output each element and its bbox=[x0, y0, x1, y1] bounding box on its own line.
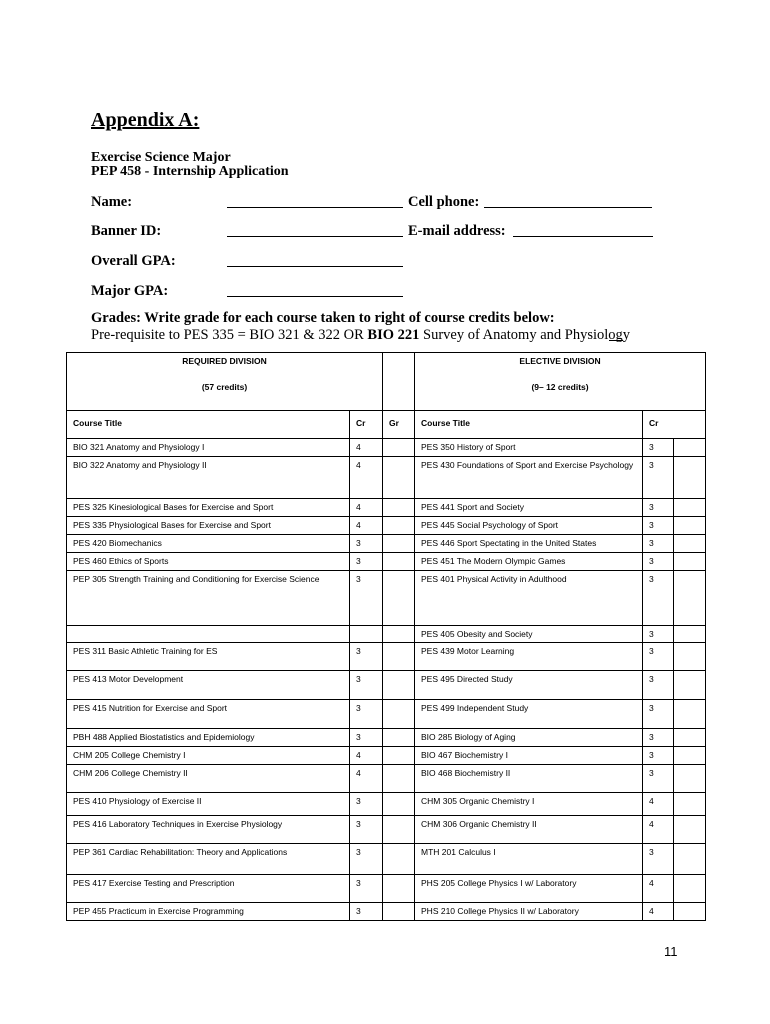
table-row bbox=[67, 729, 706, 747]
elective-title-cell: PES 439 Motor Learning bbox=[415, 643, 643, 671]
grade-cell[interactable] bbox=[383, 535, 415, 553]
course-table bbox=[66, 352, 706, 921]
credits-cell: 4 bbox=[350, 747, 383, 765]
col-elective-credits: Cr bbox=[643, 411, 706, 439]
banner-id-field[interactable] bbox=[227, 236, 403, 237]
elective-grade-cell[interactable] bbox=[674, 553, 706, 571]
elective-title-cell: PES 445 Social Psychology of Sport bbox=[415, 517, 643, 535]
credits-cell: 3 bbox=[350, 535, 383, 553]
table-row bbox=[67, 765, 706, 793]
credits-cell: 4 bbox=[350, 457, 383, 499]
grade-cell[interactable] bbox=[383, 903, 415, 921]
prereq-text-after: Survey of Anatomy and Physiology bbox=[419, 327, 631, 343]
elective-grade-cell[interactable] bbox=[674, 903, 706, 921]
credits-cell: 3 bbox=[350, 793, 383, 816]
course-title-cell: PES 410 Physiology of Exercise II bbox=[67, 793, 350, 816]
elective-credits-cell: 4 bbox=[643, 793, 674, 816]
major-gpa-label: Major GPA: bbox=[91, 283, 169, 299]
course-title-cell: PBH 488 Applied Biostatistics and Epidemiology bbox=[67, 729, 350, 747]
course-title-cell: CHM 206 College Chemistry II bbox=[67, 765, 350, 793]
elective-title-cell: MTH 201 Calculus I bbox=[415, 844, 643, 875]
overall-gpa-field[interactable] bbox=[227, 266, 403, 267]
elective-title-cell: PES 441 Sport and Society bbox=[415, 499, 643, 517]
prereq-text: Pre-requisite to PES 335 = BIO 321 & 322 OR bbox=[91, 327, 368, 343]
credits-cell: 4 bbox=[350, 517, 383, 535]
major-subtitle: Exercise Science Major bbox=[91, 150, 231, 165]
email-label: E-mail address: bbox=[408, 223, 506, 239]
table-row bbox=[67, 700, 706, 729]
credits-cell: 3 bbox=[350, 571, 383, 626]
elective-title-cell: PES 430 Foundations of Sport and Exercise Psychology bbox=[415, 457, 643, 499]
grade-cell[interactable] bbox=[383, 793, 415, 816]
credits-cell: 3 bbox=[350, 875, 383, 903]
table-row bbox=[67, 793, 706, 816]
credits-cell bbox=[350, 626, 383, 643]
elective-title-cell: PES 405 Obesity and Society bbox=[415, 626, 643, 643]
grade-cell[interactable] bbox=[383, 626, 415, 643]
elective-credits-cell: 3 bbox=[643, 626, 674, 643]
grade-cell[interactable] bbox=[383, 517, 415, 535]
required-division-header bbox=[67, 353, 383, 411]
elective-credits-cell: 4 bbox=[643, 875, 674, 903]
col-course-title: Course Title bbox=[67, 411, 350, 439]
col-credits: Cr bbox=[350, 411, 383, 439]
table-row bbox=[67, 747, 706, 765]
elective-credits-cell: 3 bbox=[643, 729, 674, 747]
elective-title-cell: PES 350 History of Sport bbox=[415, 439, 643, 457]
credits-cell: 3 bbox=[350, 903, 383, 921]
elective-grade-cell[interactable] bbox=[674, 571, 706, 626]
course-title-cell: PEP 455 Practicum in Exercise Programming bbox=[67, 903, 350, 921]
grade-cell[interactable] bbox=[383, 765, 415, 793]
grade-cell[interactable] bbox=[383, 439, 415, 457]
elective-credits-cell: 3 bbox=[643, 499, 674, 517]
course-title-cell: PES 415 Nutrition for Exercise and Sport bbox=[67, 700, 350, 729]
grade-cell[interactable] bbox=[383, 671, 415, 700]
elective-grade-cell[interactable] bbox=[674, 700, 706, 729]
credits-cell: 3 bbox=[350, 816, 383, 844]
credits-cell: 3 bbox=[350, 643, 383, 671]
table-row bbox=[67, 671, 706, 700]
elective-grade-cell[interactable] bbox=[674, 439, 706, 457]
elective-credits-cell: 3 bbox=[643, 844, 674, 875]
grade-cell[interactable] bbox=[383, 747, 415, 765]
table-row bbox=[67, 903, 706, 921]
elective-title-cell: PES 446 Sport Spectating in the United States bbox=[415, 535, 643, 553]
elective-grade-cell[interactable] bbox=[674, 816, 706, 844]
cell-phone-field[interactable] bbox=[484, 207, 652, 208]
course-title-cell: PEP 361 Cardiac Rehabilitation: Theory and Applications bbox=[67, 844, 350, 875]
elective-credits-cell: 3 bbox=[643, 643, 674, 671]
elective-title-cell: PES 451 The Modern Olympic Games bbox=[415, 553, 643, 571]
elective-grade-cell[interactable] bbox=[674, 747, 706, 765]
elective-grade-cell[interactable] bbox=[674, 517, 706, 535]
elective-division-header bbox=[415, 353, 706, 411]
course-title-cell: PES 420 Biomechanics bbox=[67, 535, 350, 553]
elective-credits-cell: 3 bbox=[643, 439, 674, 457]
table-row bbox=[67, 875, 706, 903]
elective-division-title: ELECTIVE DIVISION bbox=[519, 356, 601, 366]
course-title-cell: PES 417 Exercise Testing and Prescription bbox=[67, 875, 350, 903]
elective-grade-cell[interactable] bbox=[674, 765, 706, 793]
elective-grade-cell[interactable] bbox=[674, 626, 706, 643]
elective-credits-cell: 3 bbox=[643, 457, 674, 499]
grade-cell[interactable] bbox=[383, 457, 415, 499]
course-title-cell: PES 335 Physiological Bases for Exercise and Sport bbox=[67, 517, 350, 535]
credits-cell: 4 bbox=[350, 439, 383, 457]
table-row bbox=[67, 626, 706, 643]
grade-cell[interactable] bbox=[383, 875, 415, 903]
col-elective-title: Course Title bbox=[415, 411, 643, 439]
elective-credits-cell: 4 bbox=[643, 903, 674, 921]
elective-grade-cell[interactable] bbox=[674, 671, 706, 700]
course-title-cell: PES 311 Basic Athletic Training for ES bbox=[67, 643, 350, 671]
course-title-cell: BIO 321 Anatomy and Physiology I bbox=[67, 439, 350, 457]
table-row bbox=[67, 499, 706, 517]
elective-grade-cell[interactable] bbox=[674, 793, 706, 816]
banner-id-label: Banner ID: bbox=[91, 223, 162, 239]
table-row bbox=[67, 571, 706, 626]
elective-grade-cell[interactable] bbox=[674, 499, 706, 517]
table-row bbox=[67, 439, 706, 457]
overall-gpa-label: Overall GPA: bbox=[91, 253, 176, 269]
elective-credits-cell: 3 bbox=[643, 700, 674, 729]
course-title-cell: CHM 205 College Chemistry I bbox=[67, 747, 350, 765]
credits-cell: 3 bbox=[350, 553, 383, 571]
table-row bbox=[67, 816, 706, 844]
required-division-credits: (57 credits) bbox=[201, 382, 248, 392]
elective-credits-cell: 3 bbox=[643, 553, 674, 571]
elective-grade-cell[interactable] bbox=[674, 643, 706, 671]
course-title-cell: PES 416 Laboratory Techniques in Exercise Physiology bbox=[67, 816, 350, 844]
prereq-grade-field[interactable] bbox=[609, 340, 623, 341]
credits-cell: 3 bbox=[350, 844, 383, 875]
page-number: 11 bbox=[664, 944, 678, 959]
grade-cell[interactable] bbox=[383, 700, 415, 729]
page-title: Appendix A: bbox=[91, 109, 200, 131]
credits-cell: 4 bbox=[350, 765, 383, 793]
grade-cell[interactable] bbox=[383, 816, 415, 844]
credits-cell: 4 bbox=[350, 499, 383, 517]
email-field[interactable] bbox=[513, 236, 653, 237]
header-spacer bbox=[383, 353, 415, 411]
elective-credits-cell: 3 bbox=[643, 571, 674, 626]
credits-cell: 3 bbox=[350, 700, 383, 729]
grade-cell[interactable] bbox=[383, 499, 415, 517]
elective-title-cell: PES 499 Independent Study bbox=[415, 700, 643, 729]
course-title-cell: PES 325 Kinesiological Bases for Exercise and Sport bbox=[67, 499, 350, 517]
grades-instruction: Grades: Write grade for each course taken to right of course credits below: bbox=[91, 310, 555, 326]
course-title-cell: PES 413 Motor Development bbox=[67, 671, 350, 700]
required-division-title: REQUIRED DIVISION bbox=[182, 356, 267, 366]
elective-grade-cell[interactable] bbox=[674, 875, 706, 903]
elective-title-cell: BIO 467 Biochemistry I bbox=[415, 747, 643, 765]
elective-division-credits: (9– 12 credits) bbox=[531, 382, 589, 392]
elective-credits-cell: 3 bbox=[643, 765, 674, 793]
table-row bbox=[67, 457, 706, 499]
major-gpa-field[interactable] bbox=[227, 296, 403, 297]
course-title-cell: PES 460 Ethics of Sports bbox=[67, 553, 350, 571]
elective-credits-cell: 3 bbox=[643, 671, 674, 700]
elective-credits-cell: 3 bbox=[643, 535, 674, 553]
prerequisite-note bbox=[91, 327, 630, 344]
grade-cell[interactable] bbox=[383, 844, 415, 875]
elective-title-cell: CHM 305 Organic Chemistry I bbox=[415, 793, 643, 816]
elective-credits-cell: 3 bbox=[643, 517, 674, 535]
table-row bbox=[67, 553, 706, 571]
elective-grade-cell[interactable] bbox=[674, 457, 706, 499]
table-row bbox=[67, 535, 706, 553]
elective-grade-cell[interactable] bbox=[674, 729, 706, 747]
grade-cell[interactable] bbox=[383, 571, 415, 626]
cell-phone-label: Cell phone: bbox=[408, 194, 480, 210]
grade-cell[interactable] bbox=[383, 643, 415, 671]
elective-title-cell: PHS 210 College Physics II w/ Laboratory bbox=[415, 903, 643, 921]
course-title-cell bbox=[67, 626, 350, 643]
table-row bbox=[67, 517, 706, 535]
elective-title-cell: PES 401 Physical Activity in Adulthood bbox=[415, 571, 643, 626]
elective-credits-cell: 4 bbox=[643, 816, 674, 844]
course-title-cell: BIO 322 Anatomy and Physiology II bbox=[67, 457, 350, 499]
elective-title-cell: PES 495 Directed Study bbox=[415, 671, 643, 700]
elective-title-cell: CHM 306 Organic Chemistry II bbox=[415, 816, 643, 844]
elective-title-cell: PHS 205 College Physics I w/ Laboratory bbox=[415, 875, 643, 903]
table-row bbox=[67, 844, 706, 875]
name-label: Name: bbox=[91, 194, 133, 210]
col-grade: Gr bbox=[383, 411, 415, 439]
elective-credits-cell: 3 bbox=[643, 747, 674, 765]
course-title-cell: PEP 305 Strength Training and Conditioning for Exercise Science bbox=[67, 571, 350, 626]
grade-cell[interactable] bbox=[383, 553, 415, 571]
grade-cell[interactable] bbox=[383, 729, 415, 747]
elective-grade-cell[interactable] bbox=[674, 535, 706, 553]
elective-title-cell: BIO 468 Biochemistry II bbox=[415, 765, 643, 793]
credits-cell: 3 bbox=[350, 671, 383, 700]
prereq-bold: BIO 221 bbox=[367, 327, 420, 343]
elective-title-cell: BIO 285 Biology of Aging bbox=[415, 729, 643, 747]
course-subtitle: PEP 458 - Internship Application bbox=[91, 164, 289, 179]
elective-grade-cell[interactable] bbox=[674, 844, 706, 875]
table-row bbox=[67, 643, 706, 671]
name-field[interactable] bbox=[227, 207, 403, 208]
credits-cell: 3 bbox=[350, 729, 383, 747]
